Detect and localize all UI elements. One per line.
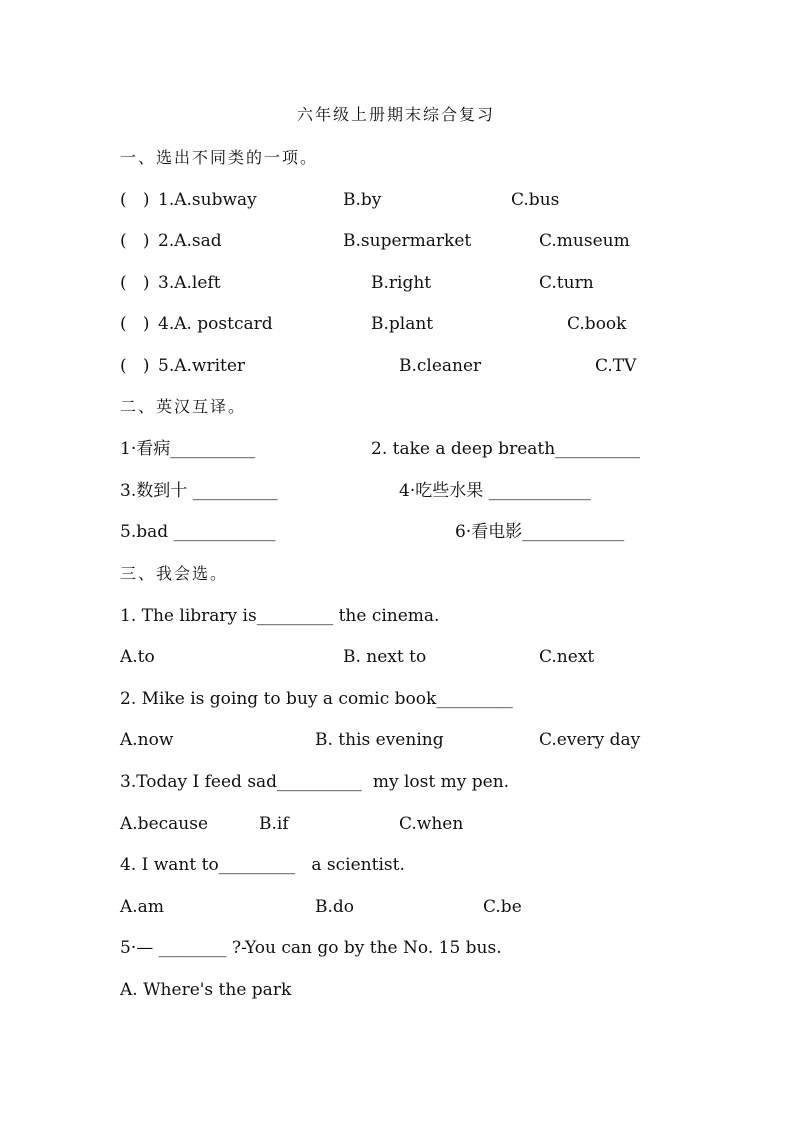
choice-c[interactable]: C.be bbox=[483, 897, 522, 917]
option-a: 5.A.writer bbox=[158, 356, 246, 376]
choice-b[interactable]: B. this evening bbox=[315, 730, 444, 750]
question-stem[interactable]: 2. Mike is going to buy a comic book_________ bbox=[120, 689, 513, 709]
choice-b[interactable]: B. next to bbox=[343, 647, 427, 667]
choice-a[interactable]: A.because bbox=[120, 814, 209, 834]
choice-c[interactable]: C.every day bbox=[539, 730, 641, 750]
section3-heading: 三、我会选。 bbox=[120, 564, 229, 583]
answer-paren[interactable]: ( ) bbox=[120, 273, 150, 293]
choice-a[interactable]: A. Where's the park bbox=[120, 980, 292, 1000]
option-b: B.cleaner bbox=[399, 356, 482, 376]
option-c: C.turn bbox=[539, 273, 594, 293]
section1-heading: 一、选出不同类的一项。 bbox=[120, 148, 319, 167]
option-a: 1.A.subway bbox=[158, 190, 257, 210]
answer-paren[interactable]: ( ) bbox=[120, 314, 150, 334]
choice-a[interactable]: A.now bbox=[120, 730, 174, 750]
choice-c[interactable]: C.when bbox=[399, 814, 464, 834]
choice-a[interactable]: A.to bbox=[120, 647, 155, 667]
choice-b[interactable]: B.do bbox=[315, 897, 355, 917]
option-b: B.plant bbox=[371, 314, 434, 334]
option-c: C.book bbox=[567, 314, 627, 334]
translation-item[interactable]: 4·吃些水果 ____________ bbox=[399, 481, 591, 501]
translation-item[interactable]: 3.数到十 __________ bbox=[120, 481, 278, 501]
option-b: B.supermarket bbox=[343, 231, 472, 251]
option-a: 2.A.sad bbox=[158, 231, 222, 251]
translation-item[interactable]: 1·看病__________ bbox=[120, 439, 256, 459]
question-stem[interactable]: 4. I want to_________ a scientist. bbox=[120, 855, 405, 875]
question-stem[interactable]: 1. The library is_________ the cinema. bbox=[120, 606, 440, 626]
choice-b[interactable]: B.if bbox=[259, 814, 289, 834]
answer-paren[interactable]: ( ) bbox=[120, 356, 150, 376]
option-c: C.TV bbox=[595, 356, 637, 376]
option-c: C.bus bbox=[511, 190, 560, 210]
page-title: 六年级上册期末综合复习 bbox=[297, 105, 496, 124]
option-b: B.by bbox=[343, 190, 382, 210]
translation-item[interactable]: 2. take a deep breath__________ bbox=[371, 439, 641, 459]
translation-item[interactable]: 6·看电影____________ bbox=[455, 522, 625, 542]
choice-a[interactable]: A.am bbox=[120, 897, 164, 917]
translation-item[interactable]: 5.bad ____________ bbox=[120, 522, 276, 542]
option-a: 3.A.left bbox=[158, 273, 221, 293]
answer-paren[interactable]: ( ) bbox=[120, 190, 150, 210]
option-a: 4.A. postcard bbox=[158, 314, 273, 334]
question-stem[interactable]: 3.Today I feed sad__________ my lost my pen. bbox=[120, 772, 510, 792]
choice-c[interactable]: C.next bbox=[539, 647, 595, 667]
option-c: C.museum bbox=[539, 231, 630, 251]
option-b: B.right bbox=[371, 273, 432, 293]
section2-heading: 二、英汉互译。 bbox=[120, 397, 247, 416]
question-stem[interactable]: 5·— ________ ?-You can go by the No. 15 bus. bbox=[120, 938, 502, 958]
answer-paren[interactable]: ( ) bbox=[120, 231, 150, 251]
